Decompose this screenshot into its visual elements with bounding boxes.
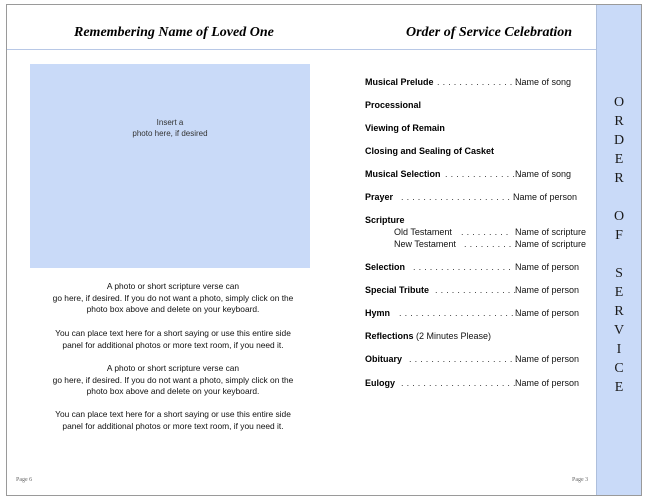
left-panel-title: Remembering Name of Loved One bbox=[74, 25, 274, 40]
program-value: Name of person bbox=[515, 262, 580, 272]
side-letter: C bbox=[614, 361, 624, 376]
left-paragraph-2: You can place text here for a short saying or use this entire side panel for additional photos or more text room, if you need it. bbox=[55, 328, 291, 350]
program-sub-label: New Testament bbox=[394, 239, 456, 249]
program-label: Closing and Sealing of Casket bbox=[365, 146, 495, 156]
program-item-processional bbox=[365, 100, 587, 112]
side-letter: I bbox=[616, 342, 622, 357]
program-value: Name of person bbox=[513, 192, 578, 202]
side-letter: E bbox=[614, 380, 624, 395]
side-letter: R bbox=[614, 304, 624, 319]
side-panel bbox=[596, 5, 641, 495]
page-number-right: Page 3 bbox=[572, 477, 589, 483]
right-panel-title: Order of Service Celebration bbox=[406, 25, 573, 40]
program-label: Musical Prelude bbox=[365, 77, 434, 87]
leader-dots: . . . . . . . . . . bbox=[464, 239, 518, 249]
program-label: Selection bbox=[365, 262, 406, 272]
program-item-prayer bbox=[365, 192, 587, 204]
program-label: Viewing of Remain bbox=[365, 123, 445, 133]
leader-dots: . . . . . . . . . bbox=[461, 227, 509, 237]
program-value: Name of person bbox=[515, 285, 580, 295]
leader-dots: . . . . . . . . . . . . . . . . . . . . . . . bbox=[399, 308, 526, 318]
page-number-left: Page 6 bbox=[16, 477, 33, 483]
brochure-page bbox=[6, 4, 642, 496]
program-item-scripture bbox=[365, 215, 587, 227]
left-paragraph-1: A photo or short scripture verse can go here, if desired. If you do not want a photo, simply click on the photo box above and delete on your keyboard. bbox=[52, 281, 294, 314]
leader-dots: . . . . . . . . . . . . . . . . . . bbox=[413, 262, 512, 272]
side-letter: O bbox=[613, 95, 625, 110]
program-value: Name of song bbox=[515, 169, 572, 179]
program-value: Name of person bbox=[515, 308, 580, 318]
program-label: Processional bbox=[365, 100, 422, 110]
leader-dots: . . . . . . . . . . . . . . bbox=[445, 169, 521, 179]
program-label: Prayer bbox=[365, 192, 394, 202]
program-label: Musical Selection bbox=[365, 169, 441, 179]
program-label: Obituary bbox=[365, 354, 403, 364]
leader-dots: . . . . . . . . . . . . . . . . . . . . . bbox=[401, 192, 516, 202]
program-item-reflections bbox=[365, 331, 587, 343]
side-letter: R bbox=[614, 171, 624, 186]
program-item-special-tribute bbox=[365, 285, 587, 297]
program-sub-label: Old Testament bbox=[394, 227, 452, 237]
program-item-closing bbox=[365, 146, 587, 158]
program-value: Name of scripture bbox=[515, 227, 587, 237]
side-letter: E bbox=[614, 152, 624, 167]
program-value: Name of scripture bbox=[515, 239, 587, 249]
side-letter: O bbox=[613, 209, 625, 224]
side-letter: S bbox=[615, 266, 623, 281]
left-paragraph-4: You can place text here for a short saying or use this entire side panel for additional photos or more text room, if you need it. bbox=[55, 409, 291, 431]
side-letter: D bbox=[613, 133, 625, 148]
program-item-eulogy bbox=[365, 378, 587, 390]
program-item-selection bbox=[365, 262, 587, 274]
program-value: Name of person bbox=[515, 354, 580, 364]
leader-dots: . . . . . . . . . . . . . . . . . . . . bbox=[409, 354, 519, 364]
program-item-hymn bbox=[365, 308, 587, 320]
program-label: Eulogy bbox=[365, 378, 396, 388]
program-note: (2 Minutes Please) bbox=[416, 331, 492, 341]
leader-dots: . . . . . . . . . . . . . . . bbox=[435, 285, 517, 295]
program-value: Name of person bbox=[515, 378, 580, 388]
side-letter: V bbox=[613, 323, 625, 338]
program-label: Scripture bbox=[365, 215, 405, 225]
program-label: Special Tribute bbox=[365, 285, 430, 295]
side-letter: F bbox=[615, 228, 623, 243]
leader-dots: . . . . . . . . . . . . . . . . . . . . . bbox=[401, 378, 516, 388]
header-bar bbox=[7, 5, 597, 50]
program-item-musical-selection bbox=[365, 169, 587, 181]
left-paragraph-3: A photo or short scripture verse can go here, if desired. If you do not want a photo, simply click on the photo box above and delete on your keyboard. bbox=[52, 363, 294, 396]
program-item-obituary bbox=[365, 354, 587, 366]
program-item-new-testament bbox=[365, 239, 587, 251]
side-letter: R bbox=[614, 114, 624, 129]
side-letter: E bbox=[614, 285, 624, 300]
program-item-old-testament bbox=[365, 227, 587, 239]
program-label: Hymn bbox=[365, 308, 391, 318]
photo-placeholder-text: Insert a photo here, if desired bbox=[132, 118, 208, 138]
leader-dots: . . . . . . . . . . . . . . . . . bbox=[437, 77, 530, 87]
program-label: Reflections bbox=[365, 331, 414, 341]
photo-placeholder[interactable] bbox=[30, 64, 310, 268]
program-value: Name of song bbox=[515, 77, 572, 87]
program-item-musical-prelude bbox=[365, 77, 587, 89]
program-item-viewing bbox=[365, 123, 587, 135]
